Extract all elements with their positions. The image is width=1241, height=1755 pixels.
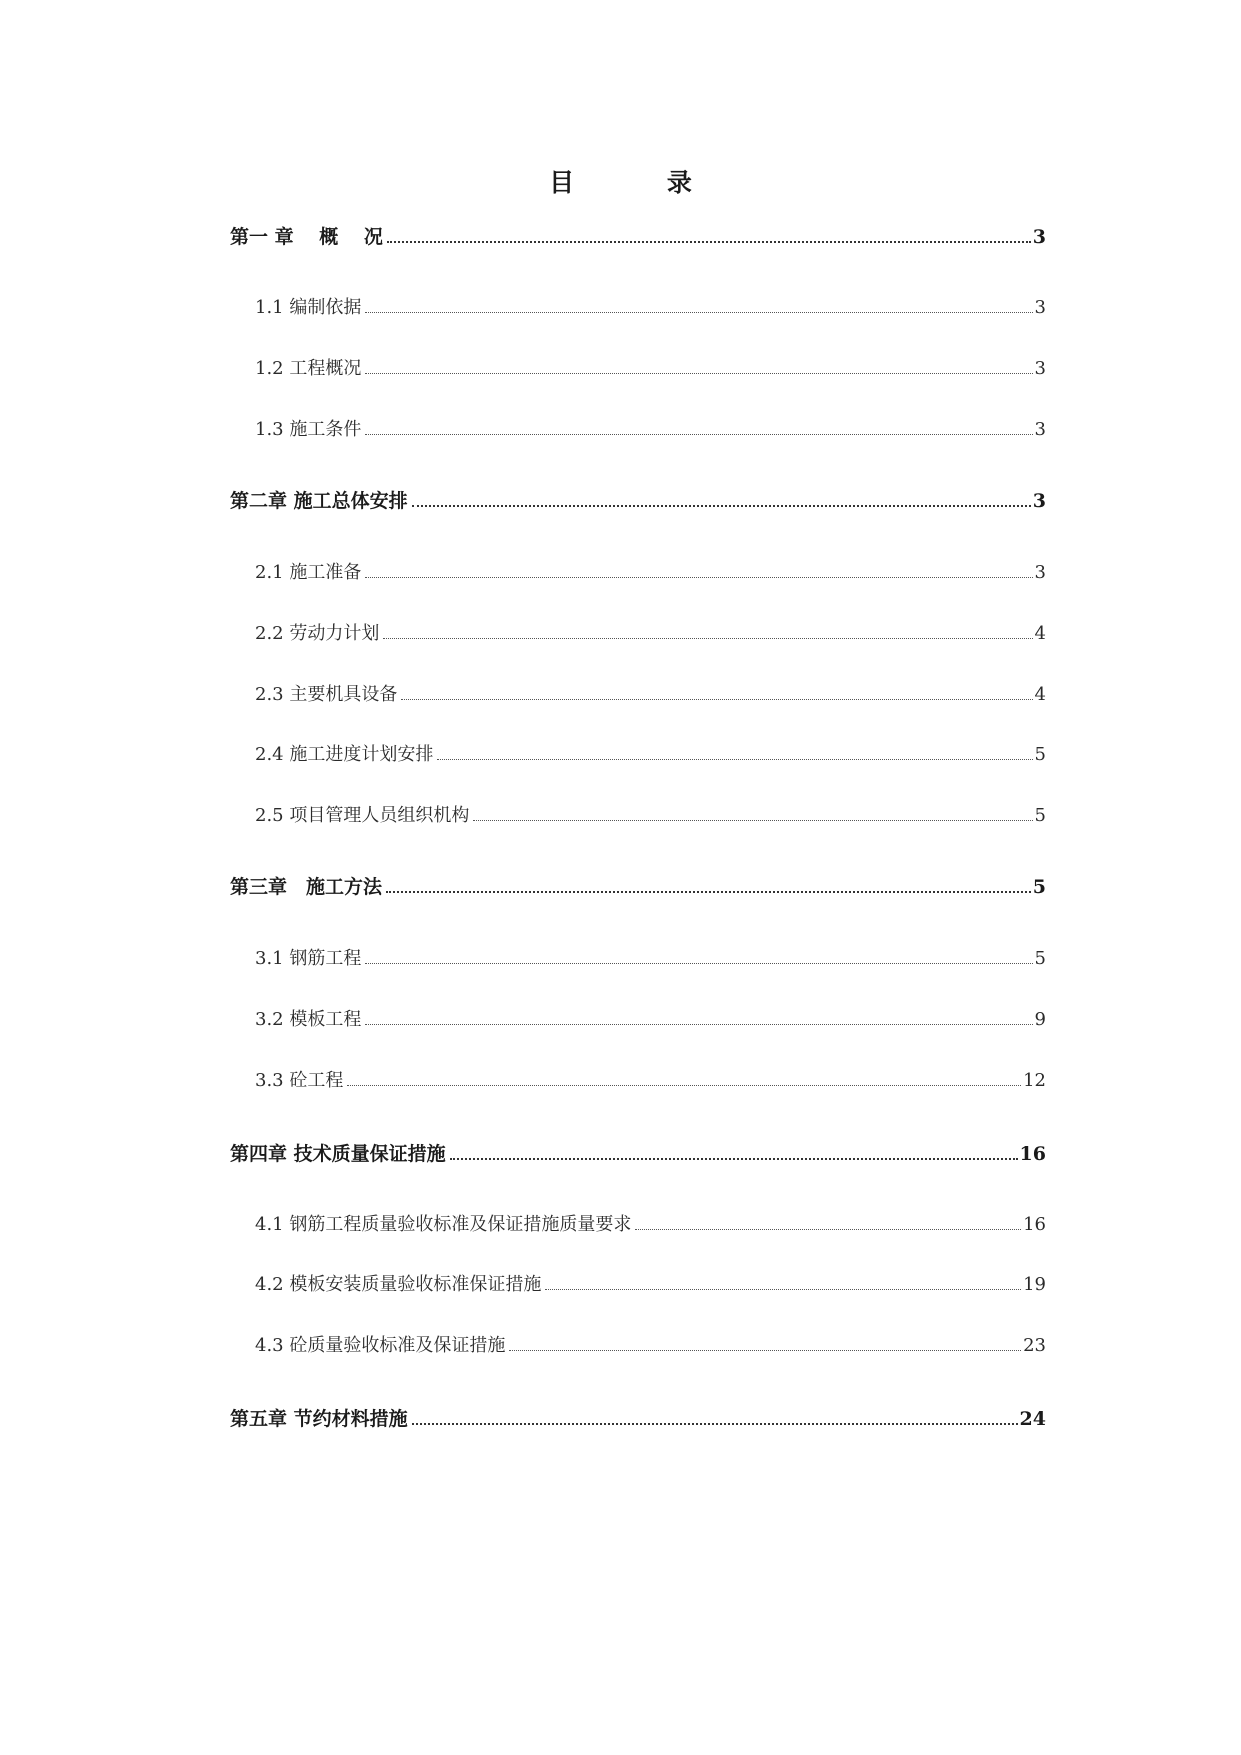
toc-section-2-5[interactable] [255, 801, 1046, 831]
toc-section-2-3[interactable] [255, 680, 1046, 710]
toc-label: 第一 章 概 况 [230, 226, 383, 248]
toc-page-number: 5 [1032, 876, 1046, 898]
dot-leader [347, 1085, 1021, 1086]
dot-leader [412, 1423, 1018, 1425]
dot-leader [545, 1289, 1021, 1290]
toc-label: 3.2 模板工程 [255, 1009, 362, 1030]
dot-leader [509, 1350, 1021, 1351]
toc-label: 2.4 施工进度计划安排 [255, 744, 434, 765]
toc-label: 4.2 模板安装质量验收标准保证措施 [255, 1274, 542, 1295]
toc-label: 第二章 施工总体安排 [230, 490, 408, 512]
dot-leader [387, 241, 1031, 243]
dot-leader [365, 312, 1032, 313]
toc-section-3-1[interactable] [255, 944, 1046, 974]
toc-page-number: 3 [1034, 297, 1046, 318]
toc-label: 2.1 施工准备 [255, 562, 362, 583]
dot-leader [473, 820, 1032, 821]
toc-page-number: 3 [1034, 419, 1046, 440]
toc-page-number: 3 [1032, 490, 1046, 512]
toc-label: 第五章 节约材料措施 [230, 1408, 408, 1430]
toc-page-number: 3 [1032, 226, 1046, 248]
dot-leader [365, 963, 1032, 964]
toc-label: 第四章 技术质量保证措施 [230, 1143, 446, 1165]
dot-leader [383, 638, 1032, 639]
toc-chapter-1[interactable] [230, 222, 1046, 252]
toc-section-3-2[interactable] [255, 1005, 1046, 1035]
toc-label: 2.5 项目管理人员组织机构 [255, 805, 470, 826]
dot-leader [365, 373, 1032, 374]
toc-section-2-2[interactable] [255, 619, 1046, 649]
toc-section-1-3[interactable] [255, 415, 1046, 445]
toc-label: 3.3 砼工程 [255, 1070, 344, 1091]
toc-page-number: 3 [1034, 358, 1046, 379]
dot-leader [386, 891, 1031, 893]
toc-title: 目 录 [549, 168, 734, 197]
toc-page-number: 12 [1023, 1070, 1046, 1091]
dot-leader [450, 1158, 1018, 1160]
toc-label: 1.1 编制依据 [255, 297, 362, 318]
dot-leader [365, 434, 1032, 435]
toc-chapter-5[interactable] [230, 1404, 1046, 1434]
toc-page-number: 4 [1034, 684, 1046, 705]
toc-section-3-3[interactable] [255, 1066, 1046, 1096]
toc-section-4-1[interactable] [255, 1210, 1046, 1240]
toc-page-number: 23 [1023, 1335, 1046, 1356]
dot-leader [412, 505, 1031, 507]
toc-page-number: 24 [1019, 1408, 1046, 1430]
toc-section-4-2[interactable] [255, 1270, 1046, 1300]
toc-label: 2.3 主要机具设备 [255, 684, 398, 705]
dot-leader [365, 1024, 1032, 1025]
toc-label: 1.3 施工条件 [255, 419, 362, 440]
toc-page-number: 16 [1019, 1143, 1046, 1165]
toc-page-number: 3 [1034, 562, 1046, 583]
dot-leader [365, 577, 1032, 578]
toc-page-number: 4 [1034, 623, 1046, 644]
toc-page-number: 5 [1034, 744, 1046, 765]
toc-page-number: 19 [1023, 1274, 1046, 1295]
toc-section-1-2[interactable] [255, 354, 1046, 384]
toc-label: 1.2 工程概况 [255, 358, 362, 379]
toc-page-number: 5 [1034, 948, 1046, 969]
toc-label: 3.1 钢筋工程 [255, 948, 362, 969]
toc-chapter-2[interactable] [230, 486, 1046, 516]
toc-page-number: 9 [1034, 1009, 1046, 1030]
toc-page-number: 5 [1034, 805, 1046, 826]
toc-section-2-1[interactable] [255, 558, 1046, 588]
toc-label: 第三章 施工方法 [230, 876, 383, 898]
dot-leader [635, 1229, 1021, 1230]
toc-chapter-4[interactable] [230, 1139, 1046, 1169]
toc-page-number: 16 [1023, 1214, 1046, 1235]
dot-leader [401, 699, 1032, 700]
toc-label: 4.1 钢筋工程质量验收标准及保证措施质量要求 [255, 1214, 632, 1235]
toc-section-4-3[interactable] [255, 1331, 1046, 1361]
toc-section-1-1[interactable] [255, 293, 1046, 323]
toc-chapter-3[interactable] [230, 872, 1046, 902]
dot-leader [437, 759, 1032, 760]
toc-section-2-4[interactable] [255, 740, 1046, 770]
toc-label: 4.3 砼质量验收标准及保证措施 [255, 1335, 506, 1356]
toc-label: 2.2 劳动力计划 [255, 623, 380, 644]
